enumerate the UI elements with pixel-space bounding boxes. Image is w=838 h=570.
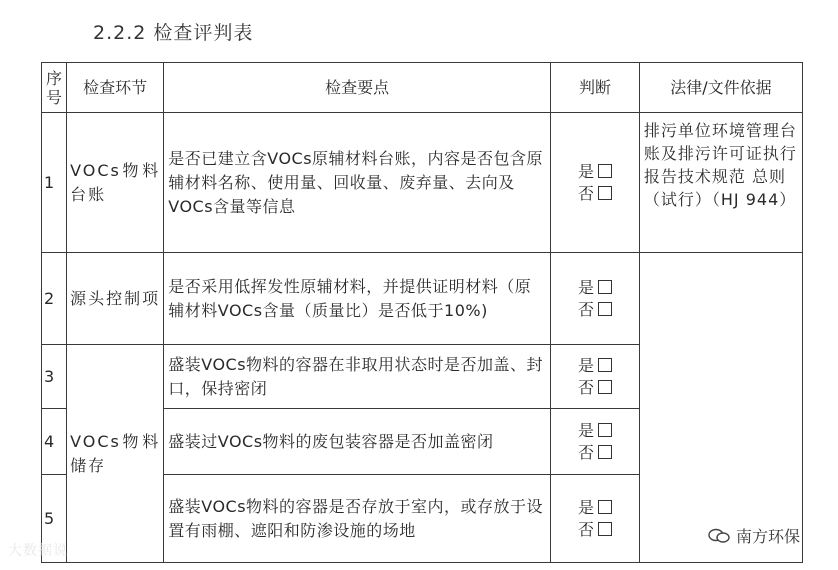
row-points: 是否已建立含VOCs原辅材料台账，内容是否包含原辅材料名称、使用量、回收量、废弃量、去向及VOCs含量等信息 [164, 113, 551, 253]
row-number: 3 [42, 345, 67, 409]
judge-no[interactable] [554, 299, 636, 321]
judge-yes[interactable] [554, 161, 636, 183]
judge-no-label: 否 [577, 299, 594, 319]
checkbox-icon[interactable] [598, 280, 612, 294]
header-item: 检查环节 [67, 63, 164, 113]
checkbox-icon[interactable] [598, 522, 612, 536]
judge-yes[interactable] [554, 420, 636, 442]
row-basis: 排污单位环境管理台账及排污许可证执行报告技术规范 总则（试行）（HJ 944） [639, 113, 802, 253]
row-judge [551, 409, 640, 475]
checkbox-icon[interactable] [598, 445, 612, 459]
header-judge: 判断 [551, 63, 640, 113]
row-points: 盛装VOCs物料的容器是否存放于室内，或存放于设置有雨棚、遮阳和防渗设施的场地 [164, 475, 551, 563]
row-judge [551, 345, 640, 409]
header-no-line1: 序 [46, 68, 63, 88]
row-number: 2 [42, 253, 67, 345]
row-item: VOCs物料储存 [67, 345, 164, 563]
row-basis-empty [639, 253, 802, 563]
row-number: 5 [42, 475, 67, 563]
row-judge [551, 113, 640, 253]
header-points: 检查要点 [164, 63, 551, 113]
judge-yes-label: 是 [577, 277, 594, 297]
judge-yes-label: 是 [577, 420, 594, 440]
table-row [42, 113, 803, 253]
header-no-line2: 号 [46, 87, 63, 107]
row-item: VOCs物料台账 [67, 113, 164, 253]
judge-yes-label: 是 [577, 355, 594, 375]
row-points: 盛装VOCs物料的容器在非取用状态时是否加盖、封口，保持密闭 [164, 345, 551, 409]
judge-no-label: 否 [577, 519, 594, 539]
judge-yes[interactable] [554, 355, 636, 377]
inspection-table-wrap [41, 62, 803, 563]
judge-yes-label: 是 [577, 161, 594, 181]
judge-no-label: 否 [577, 442, 594, 462]
checkbox-icon[interactable] [598, 423, 612, 437]
row-number: 4 [42, 409, 67, 475]
judge-no-label: 否 [577, 183, 594, 203]
row-judge [551, 475, 640, 563]
judge-yes-label: 是 [577, 497, 594, 517]
judge-yes[interactable] [554, 277, 636, 299]
header-row [42, 63, 803, 113]
wechat-icon [708, 528, 730, 544]
judge-yes[interactable] [554, 497, 636, 519]
checkbox-icon[interactable] [598, 500, 612, 514]
row-points: 盛装过VOCs物料的废包装容器是否加盖密闭 [164, 409, 551, 475]
page-title: 2.2.2 检查评判表 [93, 22, 254, 44]
watermark-right-label: 南方环保 [736, 527, 801, 546]
judge-no-label: 否 [577, 377, 594, 397]
checkbox-icon[interactable] [598, 164, 612, 178]
checkbox-icon[interactable] [598, 302, 612, 316]
header-no [42, 63, 67, 113]
judge-no[interactable] [554, 183, 636, 205]
row-points: 是否采用低挥发性原辅材料，并提供证明材料（原辅材料VOCs含量（质量比）是否低于10%) [164, 253, 551, 345]
checkbox-icon[interactable] [598, 380, 612, 394]
inspection-table [41, 62, 803, 563]
judge-no[interactable] [554, 377, 636, 399]
checkbox-icon[interactable] [598, 186, 612, 200]
watermark-left: 大数据说 [8, 543, 68, 559]
table-row [42, 253, 803, 345]
checkbox-icon[interactable] [598, 358, 612, 372]
row-number: 1 [42, 113, 67, 253]
row-item: 源头控制项 [67, 253, 164, 345]
watermark-right [708, 524, 800, 547]
judge-no[interactable] [554, 442, 636, 464]
header-basis: 法律/文件依据 [639, 63, 802, 113]
judge-no[interactable] [554, 519, 636, 541]
row-judge [551, 253, 640, 345]
